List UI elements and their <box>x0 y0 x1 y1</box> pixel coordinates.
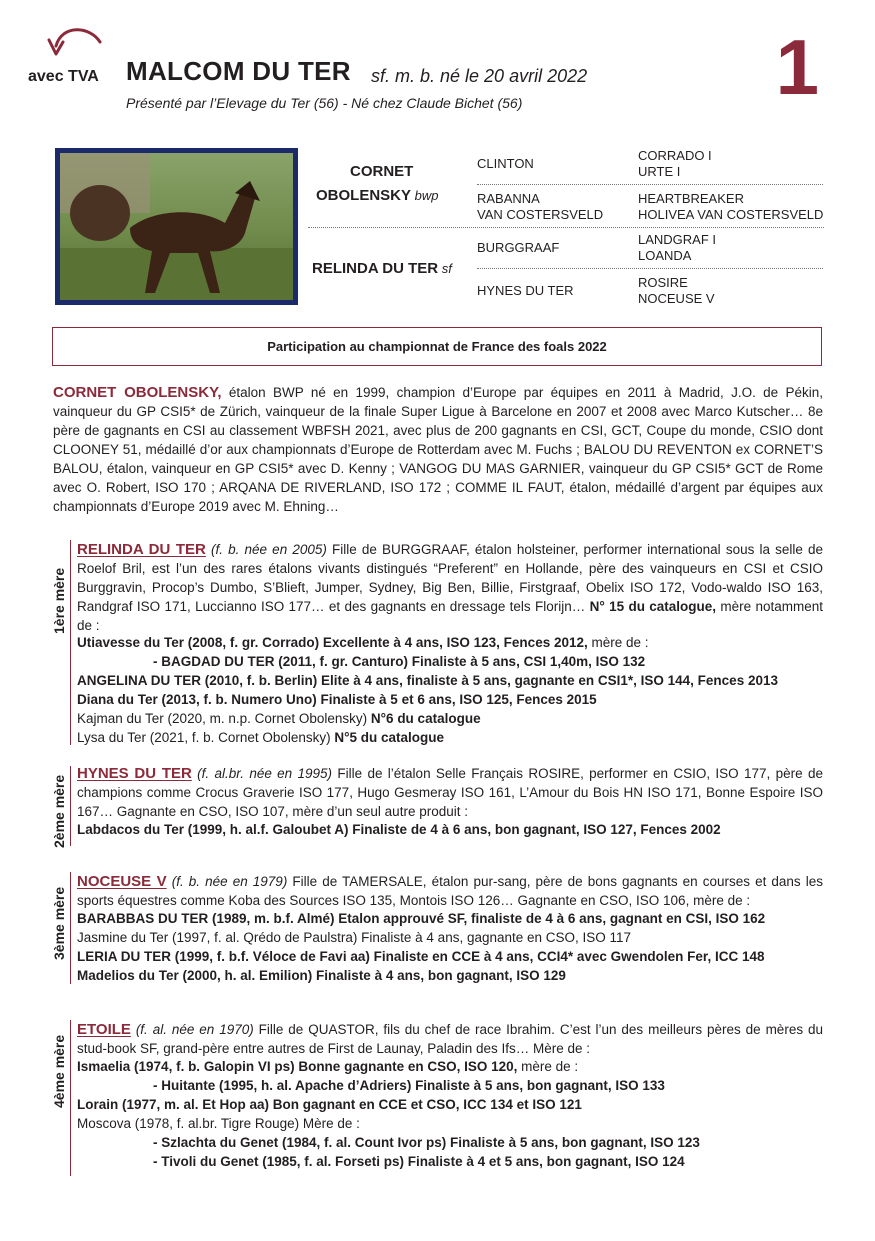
mother-4-name: ETOILE <box>77 1021 131 1038</box>
dam-dam-dam: NOCEUSE V <box>638 291 715 306</box>
section-line <box>70 872 71 984</box>
mother-3-text: Fille de TAMERSALE, étalon pur-sang, père de bons gagnants en courses et dans les sports équestres comme Koba des Sources ISO 135, Montois ISO 126… Gagnante en CSO, ISO 106, mère de : <box>77 874 823 908</box>
curved-arrow-icon <box>40 24 104 68</box>
dam-name: RELINDA DU TER <box>312 260 439 277</box>
section-line <box>70 1020 71 1176</box>
dam-dam-sire: ROSIRE <box>638 275 688 290</box>
offspring-line: LERIA DU TER (1999, f. b.f. Véloce de Favi aa) Finaliste en CCE à 4 ans, CCI4* avec Gwendolen Fer, ICC 148 <box>77 949 765 964</box>
offspring-line: Ismaelia (1974, f. b. Galopin VI ps) Bonne gagnante en CSO, ISO 120, <box>77 1059 518 1074</box>
offspring-line: Diana du Ter (2013, f. b. Numero Uno) Finaliste à 5 et 6 ans, ISO 125, Fences 2015 <box>77 692 597 707</box>
mother-2-offspring <box>77 820 721 839</box>
offspring-line: ANGELINA DU TER (2010, f. b. Berlin) Elite à 4 ans, finaliste à 5 ans, gagnante en CSI1*, ISO 144, Fences 2013 <box>77 673 778 688</box>
mother-4-paragraph <box>77 1020 823 1058</box>
mother-1-text-end: mère notamment de : <box>77 599 824 633</box>
offspring-line: - Tivoli du Genet (1985, f. al. Forseti ps) Finaliste à 4 et 5 ans, bon gagnant, ISO 124 <box>153 1154 685 1169</box>
offspring-line: Lysa du Ter (2021, f. b. Cornet Obolensky) <box>77 730 331 745</box>
sire-dam-line1: RABANNA <box>477 191 540 206</box>
pedigree-divider <box>308 227 824 228</box>
mother-3-offspring <box>77 909 765 985</box>
mother-1-text: Fille de BURGGRAAF, étalon holsteiner, performer international sous la selle de Roelof Bril, est l’un des rares étalons vivants distingués “Preferent” en Hollande, père des vainqueurs en CSI et CSIO Burggravin, Procop’s Dumbo, S’Blieft, Jumper, Sydney, Big Ben, Billie, Firstgraaf, Obelix ISO 172, Vodo-waldo ISO 163, Randgraf ISO 171, Luccianno ISO 177… et des gagnants en dressage tels Florijn… <box>77 542 824 614</box>
mother-1-offspring <box>77 633 778 747</box>
sire-dam-line2: VAN COSTERSVELD <box>477 207 604 222</box>
sire-paragraph <box>53 383 823 516</box>
offspring-line: - Huitante (1995, h. al. Apache d’Adriers) Finaliste à 5 ans, bon gagnant, ISO 133 <box>153 1078 665 1093</box>
offspring-note: mère de : <box>587 635 649 650</box>
sire-name-line2: OBOLENSKY <box>316 187 412 204</box>
pedigree-divider <box>477 268 823 269</box>
sire-paragraph-name: CORNET OBOLENSKY, <box>53 384 222 401</box>
sire-dam-dam: HOLIVEA VAN COSTERSVELD <box>638 207 824 222</box>
horse-description: sf. m. b. né le 20 avril 2022 <box>371 66 588 86</box>
mother-3-name: NOCEUSE V <box>77 873 167 890</box>
mother-4-text: Fille de QUASTOR, fils du chef de race Ibrahim. C’est l’un des meilleurs pères de mères du stud-book SF, grand-père entre autres de First de Launay, Paladin des Ifs… Mère de : <box>77 1022 823 1056</box>
sire-sire: CLINTON <box>477 156 534 171</box>
sire-name-line1: CORNET <box>350 163 414 180</box>
horse-name: MALCOM DU TER <box>126 56 351 86</box>
section-line <box>70 766 71 846</box>
offspring-line: Jasmine du Ter (1997, f. al. Qrédo de Paulstra) Finaliste à 4 ans, gagnante en CSO, ISO 117 <box>77 930 632 945</box>
mother-2-paragraph <box>77 764 823 821</box>
mother-2-info: (f. al.br. née en 1995) <box>197 766 333 781</box>
offspring-line: Madelios du Ter (2000, h. al. Emilion) Finaliste à 4 ans, bon gagnant, ISO 129 <box>77 968 566 983</box>
mother-2-text: Fille de l’étalon Selle Français ROSIRE, performer en CSIO, ISO 177, père de champions comme Crocus Graverie ISO 177, Hugo Gesmeray ISO 161, L’Amour du Bois HN ISO 171, Bonne Espoire ISO 167… Gagnante en CSO, ISO 107, mère d’un seul autre produit : <box>77 766 823 819</box>
offspring-line: - Szlachta du Genet (1984, f. al. Count Ivor ps) Finaliste à 5 ans, bon gagnant, ISO 123 <box>153 1135 700 1150</box>
section-line <box>70 540 71 745</box>
sire-breed: bwp <box>414 188 439 203</box>
offspring-line: Lorain (1977, m. al. Et Hop aa) Bon gagnant en CCE et CSO, ICC 134 et ISO 121 <box>77 1097 582 1112</box>
offspring-line: Utiavesse du Ter (2008, f. gr. Corrado) Excellente à 4 ans, ISO 123, Fences 2012, <box>77 635 588 650</box>
offspring-line: BARABBAS DU TER (1989, m. b.f. Almé) Etalon approuvé SF, finaliste de 4 à 6 ans, gagnant en CSI, ISO 162 <box>77 911 766 926</box>
dam-breed: sf <box>441 261 452 276</box>
mother-1-catalogue-ref: N° 15 du catalogue, <box>585 599 717 614</box>
mother-4-info: (f. al. née en 1970) <box>135 1022 254 1037</box>
championship-banner: Participation au championnat de France des foals 2022 <box>52 327 822 366</box>
pedigree-divider <box>477 184 823 185</box>
dam-sire-sire: LANDGRAF I <box>638 232 717 247</box>
mother-rank-label: 2ème mère <box>51 774 67 848</box>
mother-2-name: HYNES DU TER <box>77 765 192 782</box>
offspring-line: Labdacos du Ter (1999, h. al.f. Galoubet A) Finaliste de 4 à 6 ans, bon gagnant, ISO 127, Fences 2002 <box>77 822 721 837</box>
horse-photo <box>55 148 298 305</box>
dam-sire-dam: LOANDA <box>638 248 692 263</box>
mother-1-info: (f. b. née en 2005) <box>211 542 327 557</box>
sire-sire-dam: URTE I <box>638 164 681 179</box>
dam-sire: BURGGRAAF <box>477 240 560 255</box>
sire-paragraph-body: étalon BWP né en 1999, champion d’Europe par équipes en 2011 à Madrid, J.O. de Pékin, vainqueur du GP CSI5* de Zürich, vainqueur de la finale Super Ligue à Barcelone en 2007 et 2008 avec Marco Kutscher… 8e père de gagnants en CSI au classement WBFSH 2021, avec plus de 200 gagnants en CSI, GCT, Coupe du monde, CSIO dont CLOONEY 51, médaillé d’or aux championnats d’Europe de Rotterdam avec M. Fuchs ; BALOU DU REVENTON ex CORNET’S BALOU, étalon, vainqueur en GP CSI5* avec D. Kenny ; VANGOG DU MAS GARNIER, vainqueur du GP CSI5* GCT de Rome avec O. Robert, ISO 170 ; ARQANA DE RIVERLAND, ISO 172 ; COMME IL FAUT, étalon, médaillé d’argent par équipes aux championnats d’Europe 2019 avec M. Ehning… <box>53 385 824 514</box>
mother-4-offspring <box>77 1057 700 1171</box>
sire-dam-sire: HEARTBREAKER <box>638 191 744 206</box>
presented-by: Présenté par l’Elevage du Ter (56) - Né chez Claude Bichet (56) <box>126 95 523 111</box>
mother-3-info: (f. b. née en 1979) <box>171 874 288 889</box>
offspring-catalogue-ref: N°5 du catalogue <box>330 730 445 745</box>
tva-label: avec TVA <box>28 68 99 85</box>
offspring-line: Kajman du Ter (2020, m. n.p. Cornet Obolensky) <box>77 711 368 726</box>
lot-number: 1 <box>775 23 819 111</box>
offspring-line: Moscova (1978, f. al.br. Tigre Rouge) Mère de : <box>77 1116 360 1131</box>
offspring-catalogue-ref: N°6 du catalogue <box>367 711 481 726</box>
mother-rank-label: 4ème mère <box>51 1034 67 1108</box>
mother-1-name: RELINDA DU TER <box>77 541 206 558</box>
mother-1-paragraph <box>77 540 823 635</box>
mother-rank-label: 3ème mère <box>51 886 67 960</box>
mother-rank-label: 1ère mère <box>51 567 67 634</box>
sire-sire-sire: CORRADO I <box>638 148 712 163</box>
offspring-note: mère de : <box>517 1059 579 1074</box>
offspring-line: - BAGDAD DU TER (2011, f. gr. Canturo) Finaliste à 5 ans, CSI 1,40m, ISO 132 <box>153 654 646 669</box>
dam-dam: HYNES DU TER <box>477 283 574 298</box>
mother-3-paragraph <box>77 872 823 910</box>
